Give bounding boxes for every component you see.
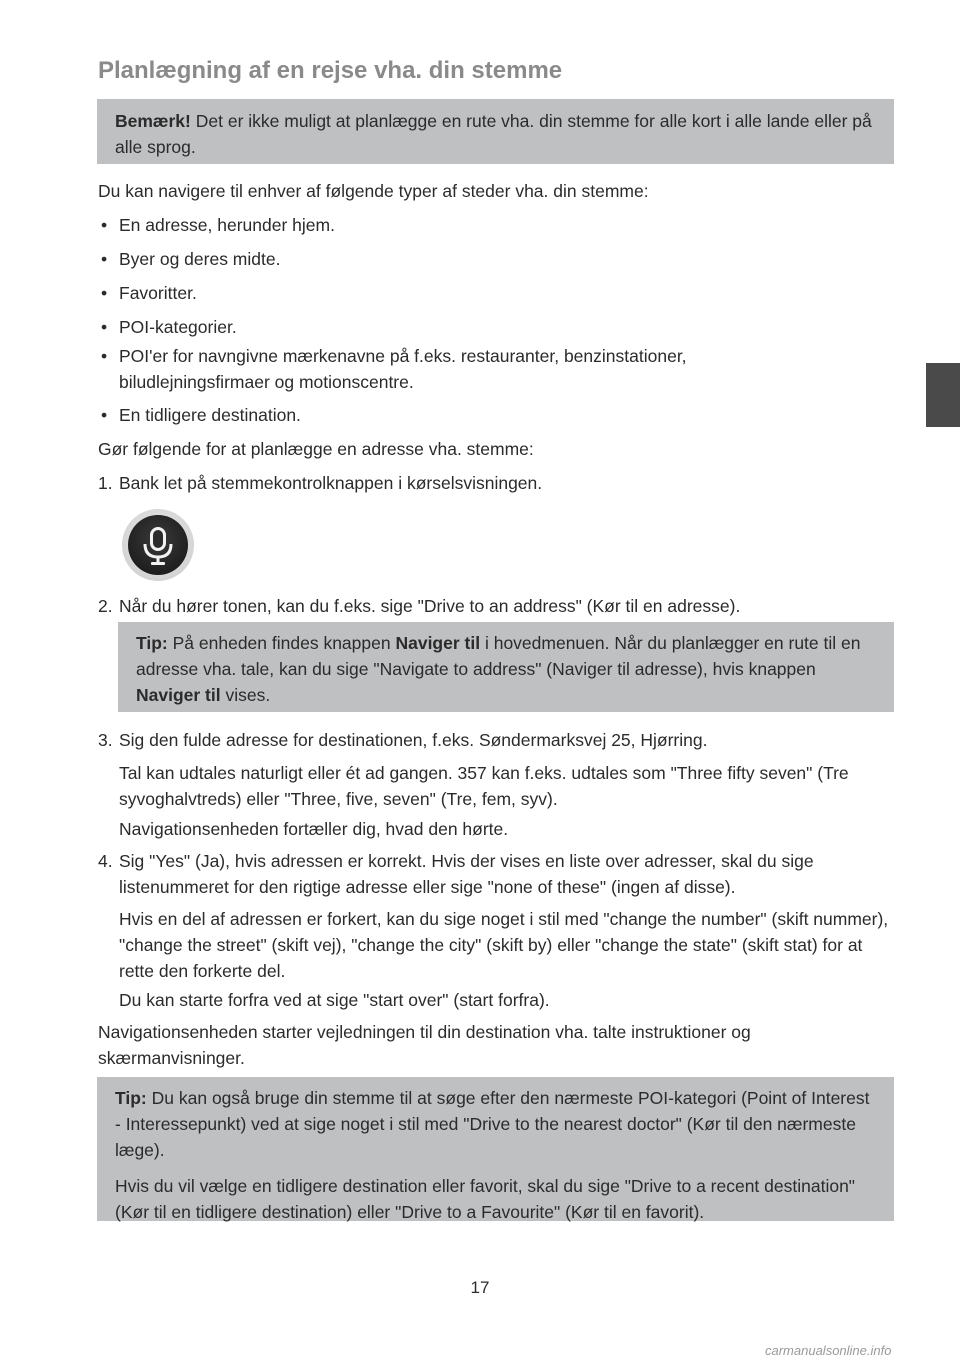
microphone-icon [128, 515, 188, 575]
closing-text: Navigationsenheden starter vejledningen til din destination vha. talte instruktioner og skærmanvisninger. [98, 1022, 751, 1068]
voice-control-button[interactable] [122, 509, 194, 581]
step-3-detail: Navigationsenheden fortæller dig, hvad den hørte. [119, 819, 509, 839]
note-label: Bemærk! [115, 111, 191, 131]
note-text: Det er ikke muligt at planlægge en rute vha. din stemme for alle kort i alle lande eller på alle sprog. [115, 111, 872, 157]
tip-box: Tip: På enheden findes knappen Naviger til i hovedmenuen. Når du planlægger en rute til en adresse vha. tale, kan du sige "Navigate to address" (Naviger til adresse), hvis knappen Naviger til vises. [118, 622, 894, 712]
tip-box: Tip: Du kan også bruge din stemme til at søge efter den nærmeste POI-kategori (Point of Interest - Interessepunkt) ved at sige noget i stil med "Drive to the nearest doctor" (Kør til den nærmeste læge). Hvis du vil vælge en tidligere destination eller favorit, skal du sige "Drive to a recent destination" (Kør til en tidligere destination) eller "Drive to a Favourite" (Kør til en favorit). [97, 1077, 894, 1221]
intro-text: Du kan navigere til enhver af følgende typer af steder vha. din stemme: [98, 181, 649, 201]
howto-text: Gør følgende for at planlægge en adresse vha. stemme: [98, 439, 534, 459]
note-box [97, 99, 894, 164]
page-title: Planlægning af en rejse vha. din stemme [98, 57, 563, 84]
step-3-detail: Tal kan udtales naturligt eller ét ad gangen. 357 kan f.eks. udtales som "Three fifty seven" (Tre syvoghalvtreds) eller "Three, five, seven" (Tre, fem, syv). [119, 763, 849, 809]
chapter-tab [926, 363, 960, 427]
step-4-detail: Hvis en del af adressen er forkert, kan du sige noget i stil med "change the number" (skift nummer), "change the street" (skift vej), "change the city" (skift by) eller "change the state" (skift stat) for at rette den forkerte del. [119, 909, 889, 981]
page-number: 17 [470, 1278, 490, 1297]
watermark: carmanualsonline.info [765, 1343, 892, 1358]
step-4-detail: Du kan starte forfra ved at sige "start over" (start forfra). [119, 990, 550, 1010]
